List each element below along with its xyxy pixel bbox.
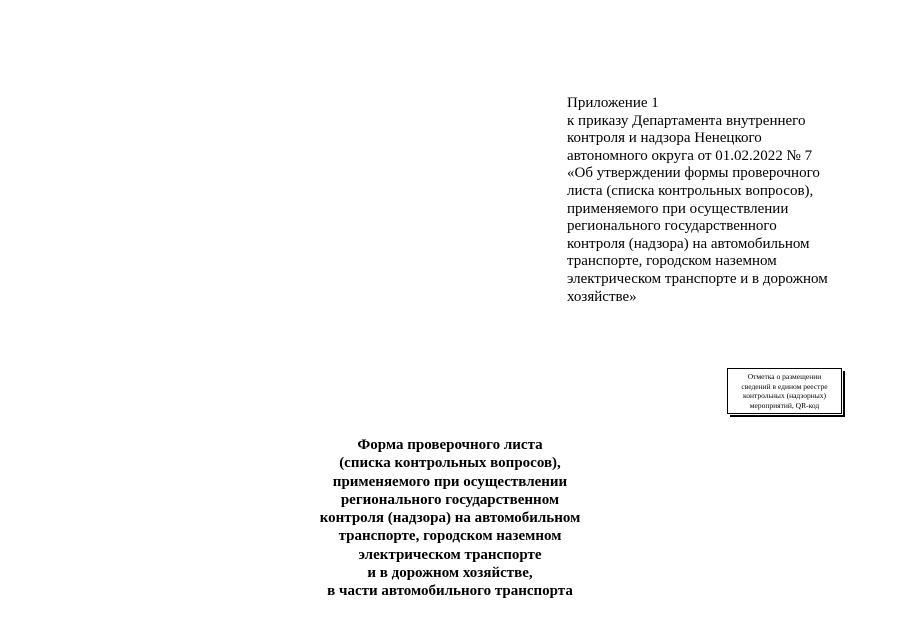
stamp-line: сведений в едином реестре [741,381,828,391]
appendix-line: транспорте, городском наземном [567,253,777,270]
form-title-line: электрическом транспорте [358,546,542,563]
form-title-line: в части автомобильного транспорта [327,583,573,600]
form-title [280,436,620,601]
appendix-line: Приложение 1 [567,95,659,111]
form-title-line: применяемого при осуществлении [332,473,568,490]
stamp-line: мероприятий, QR-код [749,400,820,410]
appendix-line: листа (списка контрольных вопросов), [567,182,814,199]
appendix-line: применяемого при осуществлении [567,200,789,217]
stamp-line: Отметка о размещении [747,372,822,381]
appendix-line: контроля (надзора) на автомобильном [567,235,810,252]
appendix-line: регионального государственного [567,218,777,235]
form-title-line: и в дорожном хозяйстве, [367,565,533,582]
appendix-header [567,95,887,306]
form-title-line: (списка контрольных вопросов), [339,455,561,472]
appendix-line: «Об утверждении формы проверочного [567,165,820,182]
form-title-line: транспорте, городском наземном [338,528,562,545]
form-title-line: контроля (надзора) на автомобильном [319,510,581,527]
form-title-line: Форма проверочного листа [357,437,543,453]
registry-qr-stamp-box [727,368,842,414]
appendix-line: контроля и надзора Ненецкого [567,130,762,147]
appendix-line: к приказу Департамента внутреннего [567,112,806,129]
appendix-line: автономного округа от 01.02.2022 № 7 [567,147,813,164]
form-title-line: регионального государственном [340,491,560,508]
appendix-line: хозяйстве» [567,288,637,305]
stamp-line: контрольных (надзорных) [742,391,827,400]
appendix-line: электрическом транспорте и в дорожном [567,270,828,287]
